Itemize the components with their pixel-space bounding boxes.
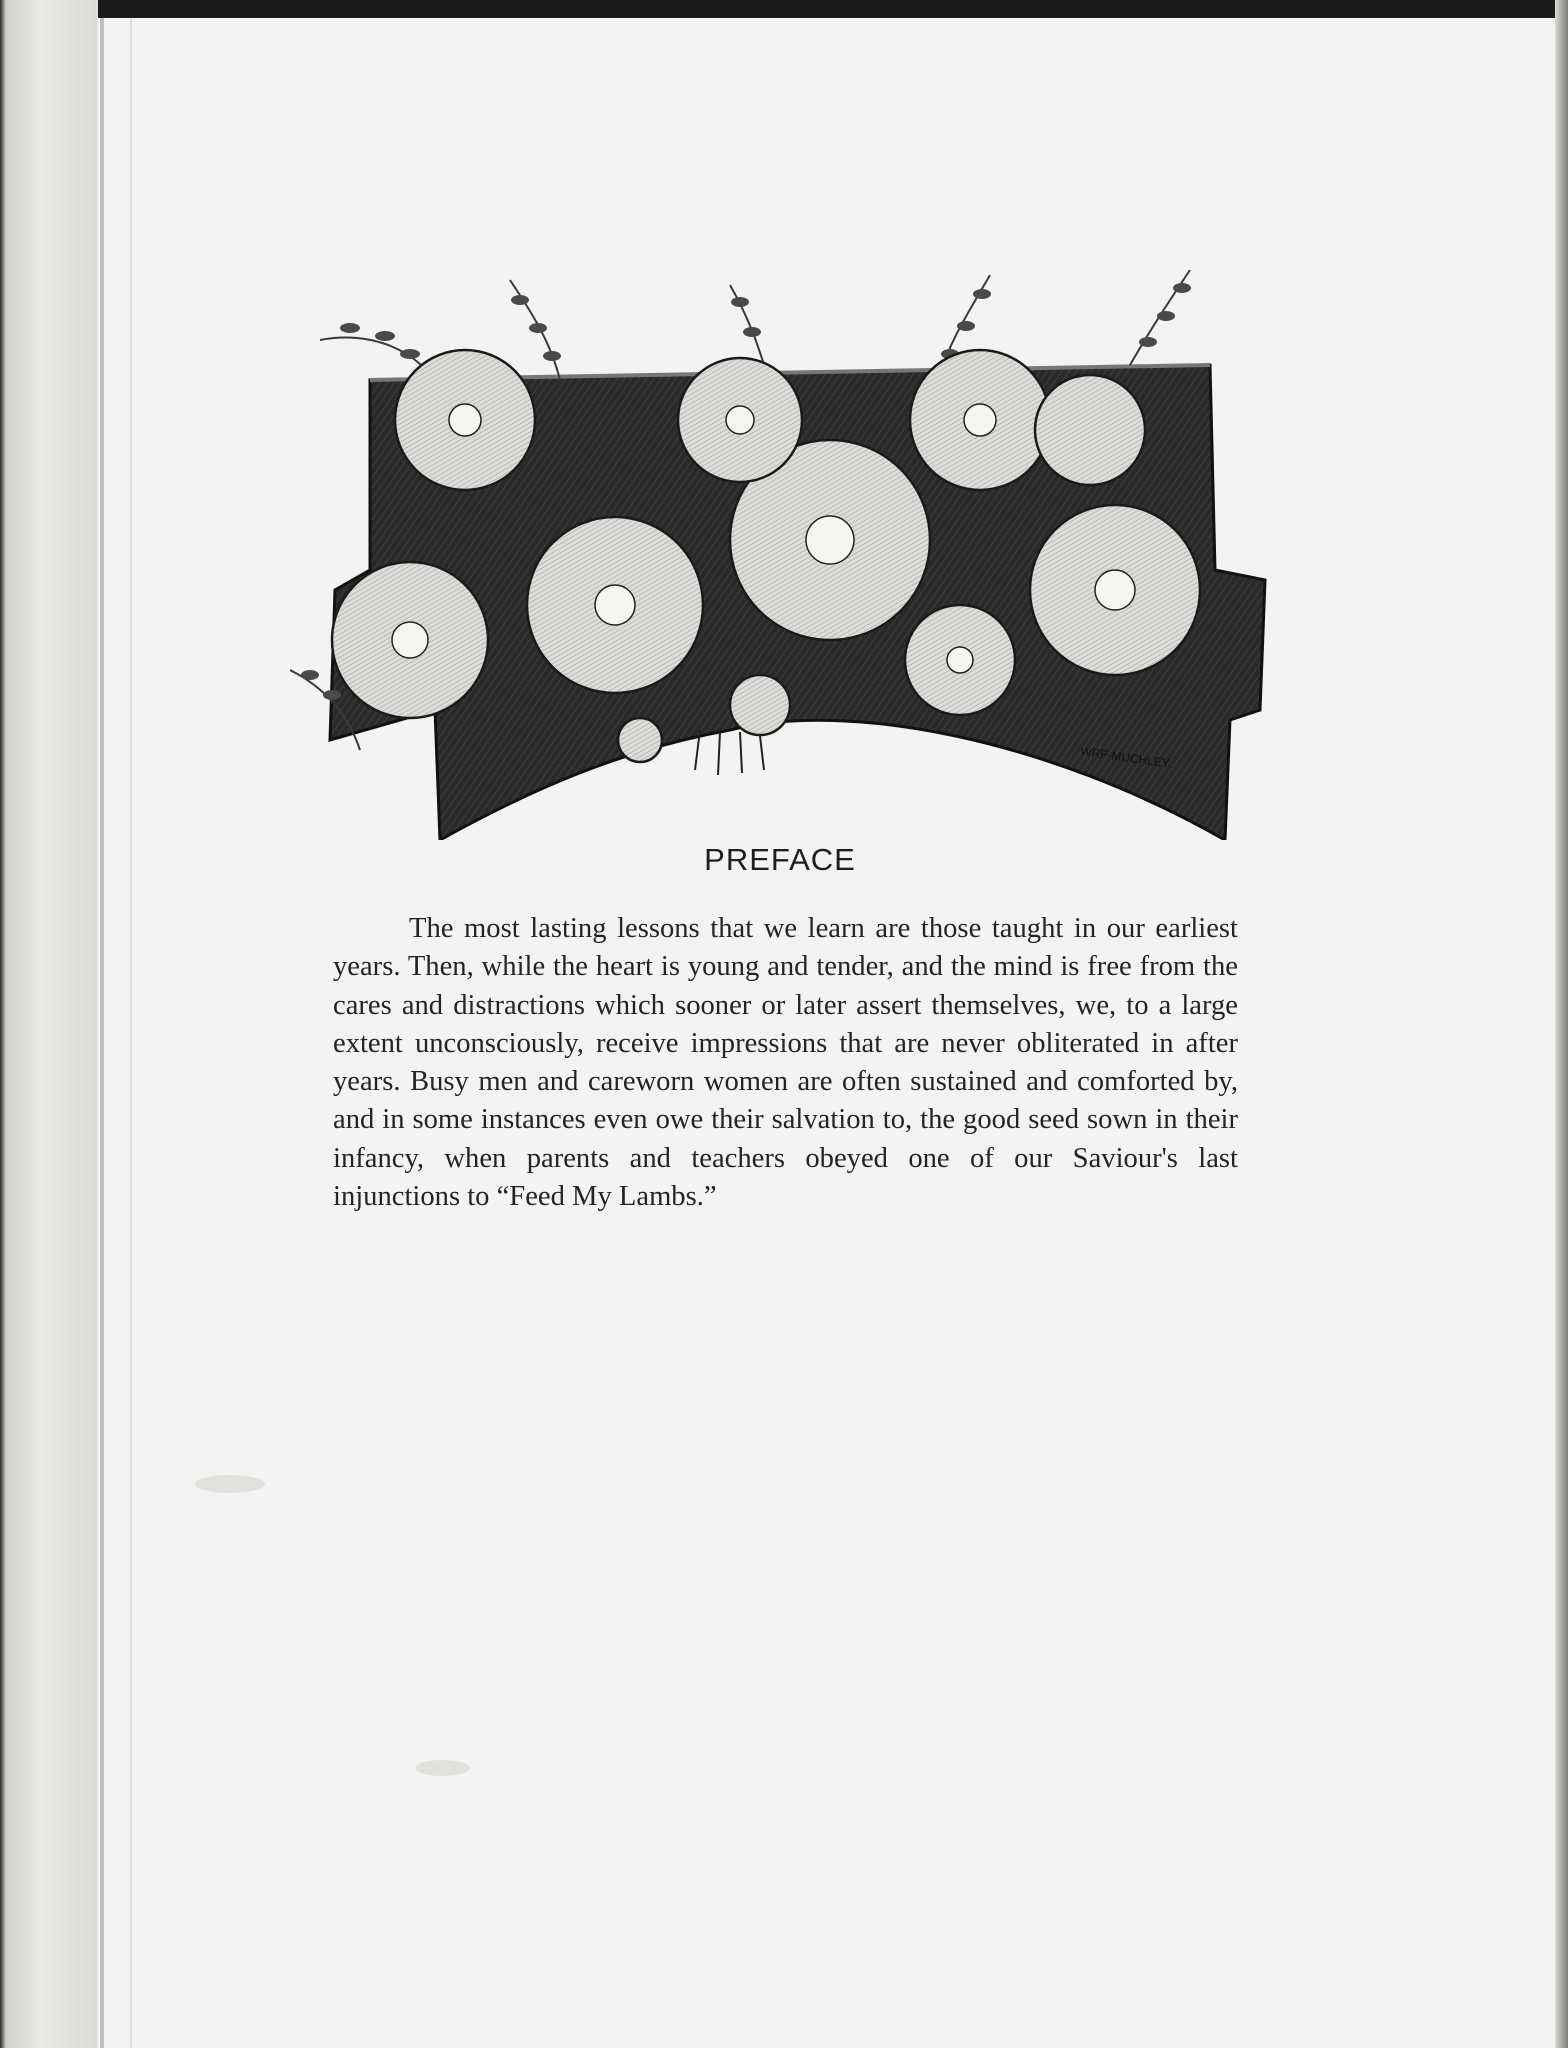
preface-paragraph: The most lasting lessons that we learn are those taught in our earliest years. Then, while the heart is young and tender, and the mind is free from the cares and distractions which sooner or later assert themselves, we, to a large extent unconsciously, receive impressions that are never obliterated in after years. Busy men and careworn women are often sustained and comforted by, and in some instances even owe their salvation to, the good seed sown in their infancy, when parents and teachers obeyed one of our Saviour's last injunctions to “Feed My Lambs.” <box>333 913 1238 1213</box>
stems <box>695 730 764 775</box>
page-top-edge <box>0 0 1568 18</box>
gutter-line <box>100 18 104 2048</box>
page-title: PREFACE <box>704 842 856 877</box>
gutter-line-inner <box>130 18 132 2048</box>
paper-smudge <box>415 1760 470 1776</box>
page-right-edge <box>1555 0 1568 2048</box>
engraver-signature: WRF-MUCHLEY <box>1079 744 1171 771</box>
floral-headpiece-illustration <box>290 270 1280 840</box>
paper-smudge <box>195 1475 265 1493</box>
book-spine-edge <box>0 0 98 2048</box>
